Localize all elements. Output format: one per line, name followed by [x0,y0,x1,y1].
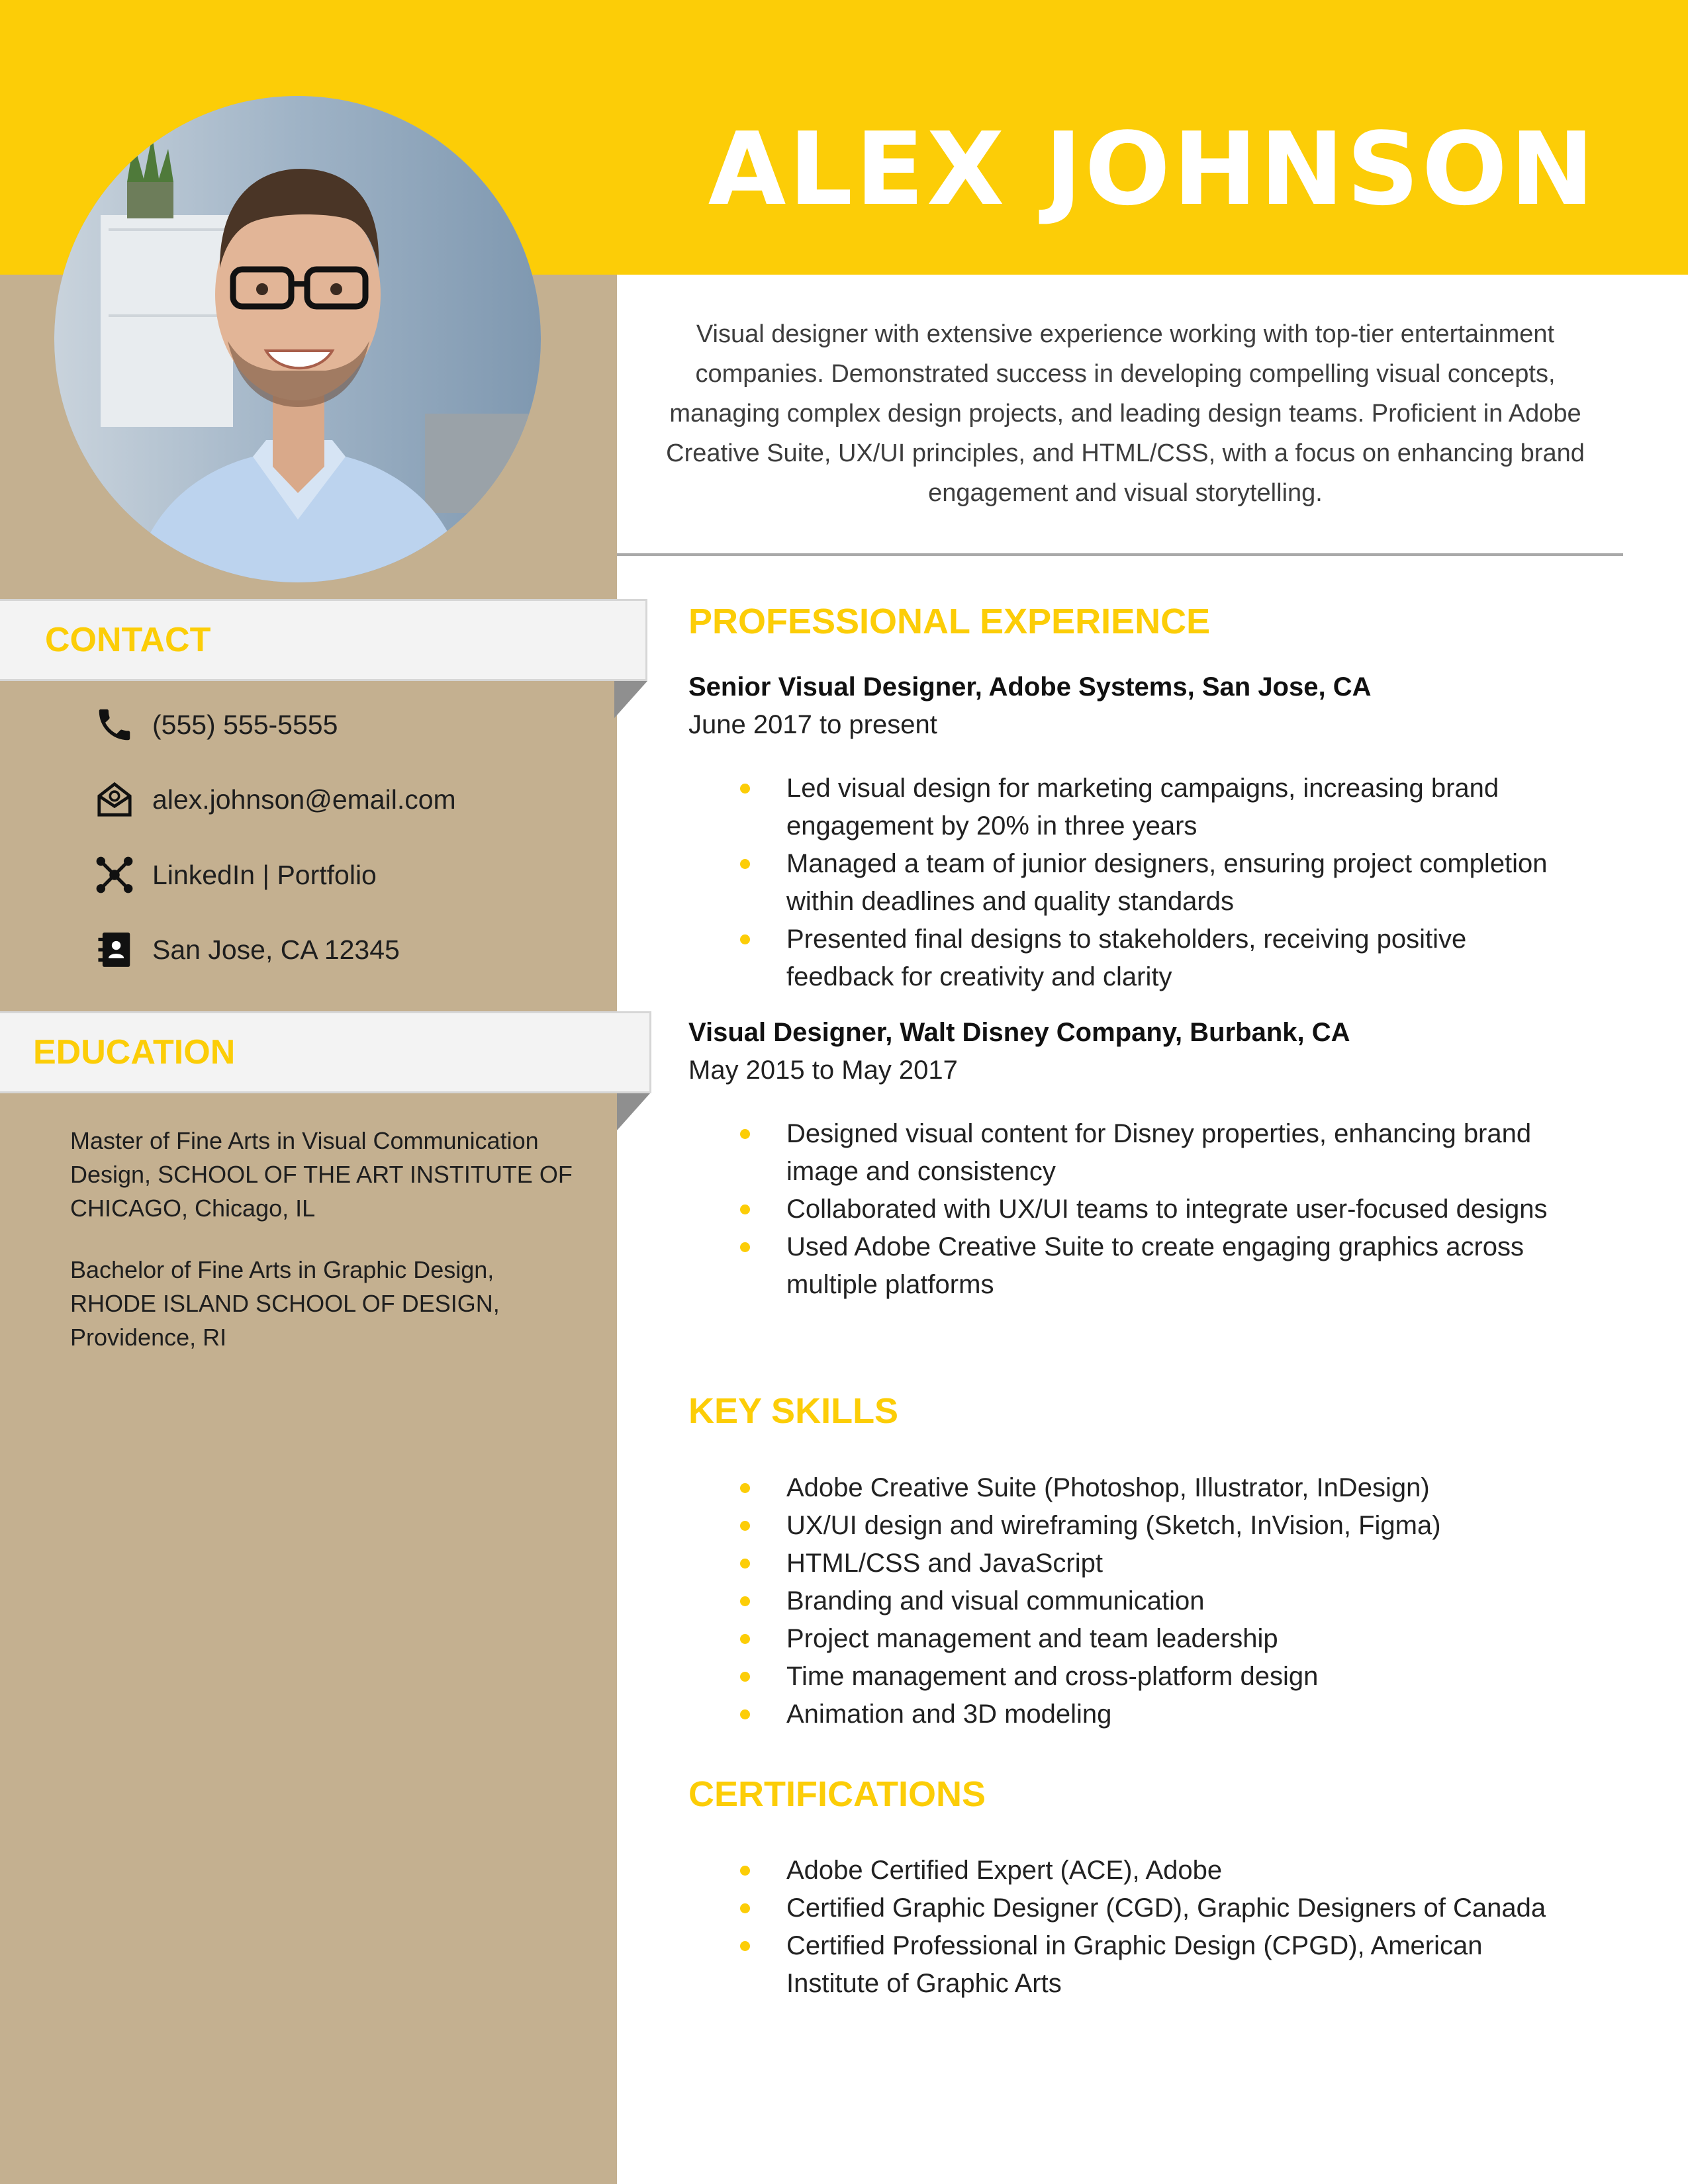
contact-title: CONTACT [45,621,211,659]
job-bullets [688,1115,1549,1304]
profile-photo-illustration [54,96,541,582]
contact-header-fold [614,681,647,718]
experience-title: PROFESSIONAL EXPERIENCE [688,602,1211,641]
list-item: UX/UI design and wireframing (Sketch, InVision, Figma) [688,1507,1549,1545]
contact-email [93,776,456,823]
email-icon [93,778,136,821]
job-dates: May 2015 to May 2017 [688,1056,958,1085]
list-item: HTML/CSS and JavaScript [688,1545,1549,1582]
skills-list [688,1469,1549,1733]
list-item: Project management and team leadership [688,1620,1549,1658]
list-item: Led visual design for marketing campaigns, increasing brand engagement by 20% in three years [688,770,1549,845]
address-book-icon [93,928,136,972]
certifications-title: CERTIFICATIONS [688,1774,986,1814]
candidate-name: ALEX JOHNSON [708,111,1597,228]
contact-address [93,927,400,973]
list-item: Managed a team of junior designers, ensuring project completion within deadlines and quality standards [688,845,1549,921]
list-item: Animation and 3D modeling [688,1696,1549,1733]
list-item: Time management and cross-platform design [688,1658,1549,1696]
list-item: Certified Graphic Designer (CGD), Graphic Designers of Canada [688,1889,1549,1927]
education-header [0,1011,651,1093]
education-header-fold [617,1093,650,1130]
education-title: EDUCATION [33,1033,236,1071]
education-item: Bachelor of Fine Arts in Graphic Design, RHODE ISLAND SCHOOL OF DESIGN, Providence, RI [70,1256,500,1351]
list-item: Designed visual content for Disney properties, enhancing brand image and consistency [688,1115,1549,1191]
contact-phone-text: (555) 555-5555 [152,709,338,740]
list-item: Adobe Certified Expert (ACE), Adobe [688,1852,1549,1889]
phone-icon [93,703,136,747]
skills-title: KEY SKILLS [688,1391,899,1431]
list-item: Used Adobe Creative Suite to create engaging graphics across multiple platforms [688,1228,1549,1304]
list-item: Certified Professional in Graphic Design (CPGD), American Institute of Graphic Arts [688,1927,1549,2003]
contact-address-text: San Jose, CA 12345 [152,934,400,965]
job-bullets [688,770,1549,996]
contact-header [0,599,647,681]
contact-links-text[interactable]: LinkedIn | Portfolio [152,859,377,890]
list-item: Adobe Creative Suite (Photoshop, Illustrator, InDesign) [688,1469,1549,1507]
job-dates: June 2017 to present [688,710,937,739]
list-item: Presented final designs to stakeholders, receiving positive feedback for creativity and clarity [688,921,1549,996]
education-item: Master of Fine Arts in Visual Communication Design, SCHOOL OF THE ART INSTITUTE OF CHICAGO, Chicago, IL [70,1127,573,1222]
summary-divider [617,553,1623,556]
job-title: Visual Designer, Walt Disney Company, Burbank, CA [688,1018,1350,1047]
contact-email-text[interactable]: alex.johnson@email.com [152,784,456,815]
list-item: Collaborated with UX/UI teams to integrate user-focused designs [688,1191,1549,1228]
contact-links [93,852,377,898]
profile-photo [54,96,541,582]
profile-summary: Visual designer with extensive experience working with top-tier entertainment companies. Demonstrated success in developing compelling visual concepts, managing complex design projects, and leading design teams. Proficient in Adobe Creative Suite, UX/UI principles, and HTML/CSS, with a focus on enhancing brand engagement and visual storytelling. [666,320,1585,507]
contact-phone [93,702,338,748]
network-icon [93,853,136,897]
certifications-list [688,1852,1549,2003]
list-item: Branding and visual communication [688,1582,1549,1620]
job-title: Senior Visual Designer, Adobe Systems, San Jose, CA [688,672,1372,702]
